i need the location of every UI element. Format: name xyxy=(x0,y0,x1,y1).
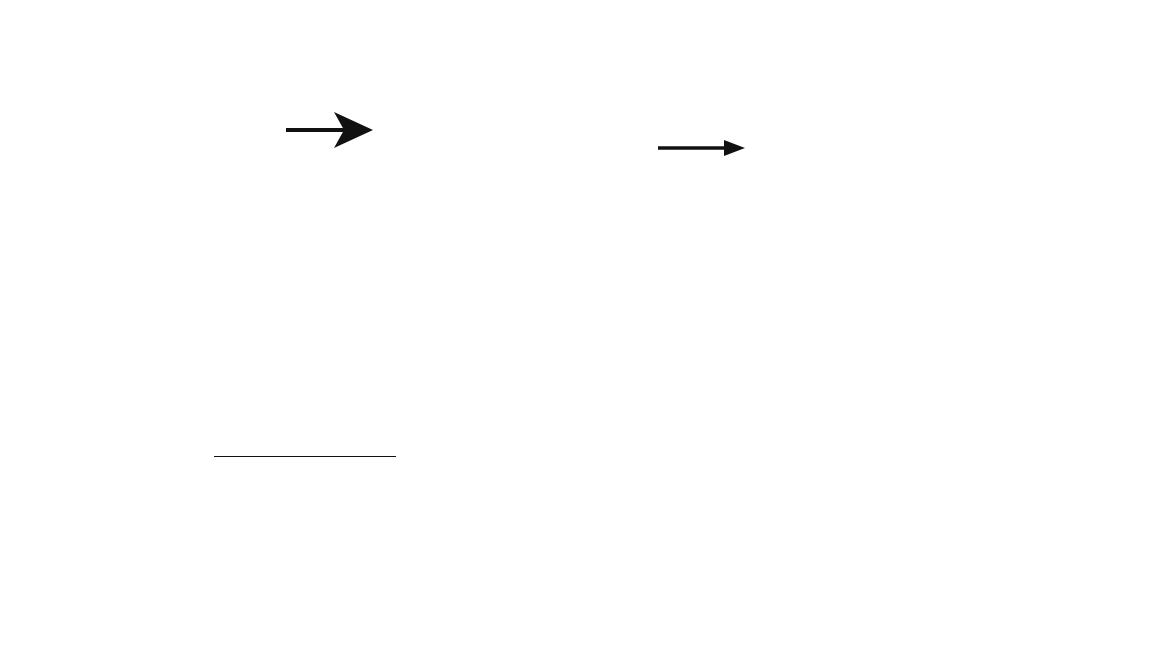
fraction-bar xyxy=(214,456,396,457)
sift-diagram xyxy=(0,0,1159,300)
arrow-to-descriptor xyxy=(286,112,373,148)
arrow-to-histogram xyxy=(658,140,745,156)
